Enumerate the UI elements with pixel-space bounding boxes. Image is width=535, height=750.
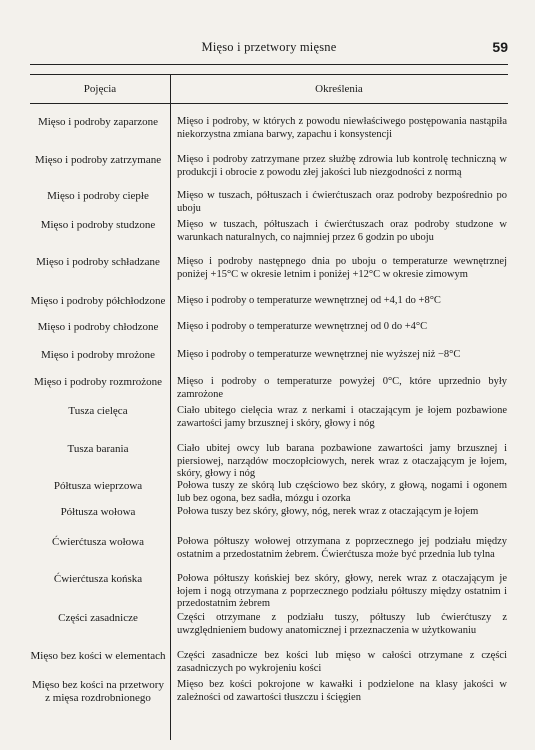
definition-cell: Mięso w tuszach, półtuszach i ćwierćtuszach oraz podroby bezpośrednio po uboju — [177, 190, 507, 214]
definition-cell: Połowa półtuszy końskiej bez skóry, głowy, nerek wraz z otaczającym je łojem i nogą otrzymana z poprzecznego podziału półtuszy między ostatnim i przedostatnim żebrem — [177, 573, 507, 609]
header-rule — [30, 64, 508, 65]
definition-cell: Mięso bez kości pokrojone w kawałki i podzielone na klasy jakości w zależności od zawartości tłuszczu i ścięgien — [177, 679, 507, 703]
column-divider — [170, 74, 171, 740]
term-cell: Ćwierćtusza wołowa — [52, 536, 144, 548]
definition-cell: Ciało ubitego cielęcia wraz z nerkami i otaczającym je łojem pozbawione zawartości jamy brzusznej i skóry, głowy i nóg — [177, 405, 507, 429]
definition-cell: Ciało ubitej owcy lub barana pozbawione zawartości jamy brzusznej i piersiowej, narządów moczopłciowych, nerek wraz z otaczającym je łojem, skóry, głowy i nóg — [177, 443, 507, 479]
page-number: 59 — [492, 39, 508, 55]
table-head-rule — [30, 103, 508, 104]
term-cell: Mięso i podroby zaparzone — [37, 116, 159, 128]
term-cell: Ćwierćtusza końska — [53, 573, 143, 585]
definition-cell: Części zasadnicze bez kości lub mięso w całości otrzymane z części zasadniczych po wykrojeniu kości — [177, 650, 507, 674]
definition-cell: Połowa tuszy ze skórą lub częściowo bez skóry, z głową, nogami i ogonem lub bez ogona, bez sadła, mózgu i ozorka — [177, 480, 507, 504]
definition-cell: Mięso i podroby następnego dnia po uboju o temperaturze wewnętrznej poniżej +15°C w okresie letnim i poniżej +12°C w okresie zimowym — [177, 256, 507, 280]
definition-cell: Mięso i podroby o temperaturze wewnętrznej nie wyższej niż −8°C — [177, 349, 461, 360]
term-cell: Półtusza wołowa — [60, 506, 136, 518]
column-header-definition: Określenia — [315, 83, 363, 95]
definition-cell: Mięso i podroby zatrzymane przez służbę zdrowia lub kontrolę techniczną w produkcji i obrocie z powodu złej jakości lub niezgodności z normą — [177, 154, 507, 178]
term-cell: Mięso i podroby ciepłe — [47, 190, 149, 202]
term-cell: Półtusza wieprzowa — [53, 480, 143, 492]
term-cell: Mięso i podroby zatrzymane — [34, 154, 162, 166]
term-cell: Mięso i podroby studzone — [40, 219, 156, 231]
definition-cell: Połowa półtuszy wołowej otrzymana z poprzecznego jej podziału między ostatnim a przedostatnim żebrem. Ćwierćtusza może być przednia lub tylna — [177, 536, 507, 560]
definition-cell: Mięso i podroby o temperaturze wewnętrznej od +4,1 do +8°C — [177, 295, 441, 306]
definition-cell: Mięso i podroby o temperaturze powyżej 0°C, które uprzednio były zamrożone — [177, 376, 507, 400]
term-cell: Mięso bez kości na przetwory z mięsa rozdrobnionego — [32, 679, 164, 704]
definition-cell: Połowa tuszy bez skóry, głowy, nóg, nerek wraz z otaczającym je łojem — [177, 506, 479, 517]
term-cell: Mięso i podroby chłodzone — [37, 321, 159, 333]
term-cell: Tusza barania — [67, 443, 129, 455]
running-header — [30, 40, 508, 60]
definition-cell: Mięso i podroby, w których z powodu niewłaściwego postępowania nastąpiła niekorzystna zmiana barwy, zapachu i konsystencji — [177, 116, 507, 140]
definition-cell: Mięso w tuszach, półtuszach i ćwierćtuszach oraz podroby studzone w warunkach naturalnych, co najmniej przez 6 godzin po uboju — [177, 219, 507, 243]
term-cell: Mięso i podroby schładzane — [36, 256, 160, 268]
term-cell: Mięso i podroby mrożone — [41, 349, 155, 361]
definition-cell: Mięso i podroby o temperaturze wewnętrznej od 0 do +4°C — [177, 321, 428, 332]
definition-cell: Części otrzymane z podziału tuszy, półtuszy lub ćwierćtuszy z uwzględnieniem budowy anatomicznej i przeznaczenia w użytkowaniu — [177, 612, 507, 636]
header-title: Mięso i przetwory mięsne — [201, 40, 337, 54]
term-cell: Mięso i podroby rozmrożone — [34, 376, 162, 388]
table-top-rule — [30, 74, 508, 75]
term-cell: Mięso bez kości w elementach — [30, 650, 166, 662]
term-cell: Tusza cielęca — [68, 405, 128, 417]
column-header-term: Pojęcia — [83, 83, 117, 95]
term-cell: Części zasadnicze — [58, 612, 138, 624]
term-cell: Mięso i podroby półchłodzone — [30, 295, 166, 307]
